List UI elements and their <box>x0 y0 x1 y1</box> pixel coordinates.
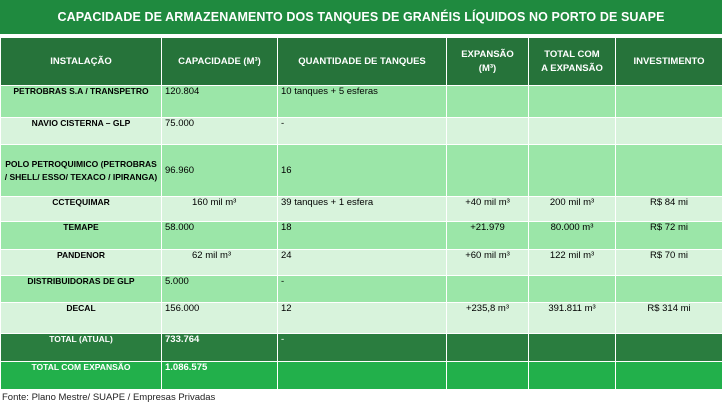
cell-capacity: 62 mil m³ <box>162 250 278 276</box>
cell-investment: R$ 70 mi <box>616 250 722 276</box>
cell-expansion <box>447 145 529 197</box>
header-total <box>529 38 616 86</box>
total-current-tanks: - <box>278 334 447 362</box>
cell-total <box>529 276 616 303</box>
cell-tanks: - <box>278 118 447 145</box>
cell-capacity: 160 mil m³ <box>162 197 278 222</box>
total-expansion-row <box>1 362 722 390</box>
cell-expansion <box>447 118 529 145</box>
cell-tanks: 18 <box>278 222 447 250</box>
cell-tanks: 16 <box>278 145 447 197</box>
header-expansion <box>447 38 529 86</box>
cell-total: 80.000 m³ <box>529 222 616 250</box>
total-expansion-empty <box>529 362 616 390</box>
cell-capacity: 58.000 <box>162 222 278 250</box>
cell-installation: DISTRIBUIDORAS DE GLP <box>1 276 162 303</box>
cell-installation: DECAL <box>1 303 162 334</box>
cell-tanks: 39 tanques + 1 esfera <box>278 197 447 222</box>
table-row <box>1 145 722 197</box>
cell-tanks: 10 tanques + 5 esferas <box>278 86 447 118</box>
total-expansion-empty <box>447 362 529 390</box>
table-row <box>1 118 722 145</box>
cell-total <box>529 86 616 118</box>
cell-installation: PETROBRAS S.A / TRANSPETRO <box>1 86 162 118</box>
cell-expansion: +60 mil m³ <box>447 250 529 276</box>
total-expansion-empty <box>616 362 722 390</box>
header-expansion-line2: (M³) <box>478 62 497 74</box>
total-current-row <box>1 334 722 362</box>
total-current-empty <box>616 334 722 362</box>
cell-capacity: 156.000 <box>162 303 278 334</box>
cell-expansion: +235,8 m³ <box>447 303 529 334</box>
source-note: Fonte: Plano Mestre/ SUAPE / Empresas Privadas <box>2 392 216 403</box>
cell-total: 122 mil m³ <box>529 250 616 276</box>
cell-installation: PANDENOR <box>1 250 162 276</box>
cell-capacity: 75.000 <box>162 118 278 145</box>
cell-installation: POLO PETROQUIMICO (PETROBRAS / SHELL/ ESSO/ TEXACO / IPIRANGA) <box>1 145 162 197</box>
total-current-empty <box>529 334 616 362</box>
total-current-capacity: 733.764 <box>162 334 278 362</box>
cell-capacity: 120.804 <box>162 86 278 118</box>
total-expansion-label: TOTAL COM EXPANSÃO <box>1 362 162 390</box>
cell-investment <box>616 118 722 145</box>
page-title: CAPACIDADE DE ARMAZENAMENTO DOS TANQUES DE GRANÉIS LÍQUIDOS NO PORTO DE SUAPE <box>0 0 722 34</box>
table-row <box>1 276 722 303</box>
cell-total <box>529 145 616 197</box>
cell-total: 391.811 m³ <box>529 303 616 334</box>
cell-expansion: +21.979 <box>447 222 529 250</box>
table-row <box>1 86 722 118</box>
cell-investment <box>616 145 722 197</box>
cell-total: 200 mil m³ <box>529 197 616 222</box>
cell-expansion: +40 mil m³ <box>447 197 529 222</box>
header-capacity: CAPACIDADE (M³) <box>162 38 278 86</box>
cell-investment <box>616 276 722 303</box>
cell-installation: CCTEQUIMAR <box>1 197 162 222</box>
cell-capacity: 96.960 <box>162 145 278 197</box>
table-row <box>1 222 722 250</box>
header-total-line1: TOTAL COM <box>544 48 600 60</box>
table-row <box>1 303 722 334</box>
cell-investment: R$ 84 mi <box>616 197 722 222</box>
header-expansion-line1: EXPANSÃO <box>461 48 514 60</box>
cell-tanks: 24 <box>278 250 447 276</box>
header-investment: INVESTIMENTO <box>616 38 722 86</box>
cell-investment: R$ 72 mi <box>616 222 722 250</box>
cell-total <box>529 118 616 145</box>
header-installation: INSTALAÇÃO <box>1 38 162 86</box>
cell-capacity: 5.000 <box>162 276 278 303</box>
total-expansion-empty <box>278 362 447 390</box>
table-row <box>1 250 722 276</box>
table-header-row <box>1 38 722 86</box>
total-expansion-capacity: 1.086.575 <box>162 362 278 390</box>
total-current-empty <box>447 334 529 362</box>
capacity-table <box>0 37 722 390</box>
header-total-line2: A EXPANSÃO <box>541 62 603 74</box>
cell-expansion <box>447 276 529 303</box>
table-row <box>1 197 722 222</box>
cell-tanks: 12 <box>278 303 447 334</box>
cell-tanks: - <box>278 276 447 303</box>
cell-investment <box>616 86 722 118</box>
cell-installation: TEMAPE <box>1 222 162 250</box>
cell-investment: R$ 314 mi <box>616 303 722 334</box>
header-tanks: QUANTIDADE DE TANQUES <box>278 38 447 86</box>
total-current-label: TOTAL (ATUAL) <box>1 334 162 362</box>
cell-expansion <box>447 86 529 118</box>
cell-installation: NAVIO CISTERNA – GLP <box>1 118 162 145</box>
